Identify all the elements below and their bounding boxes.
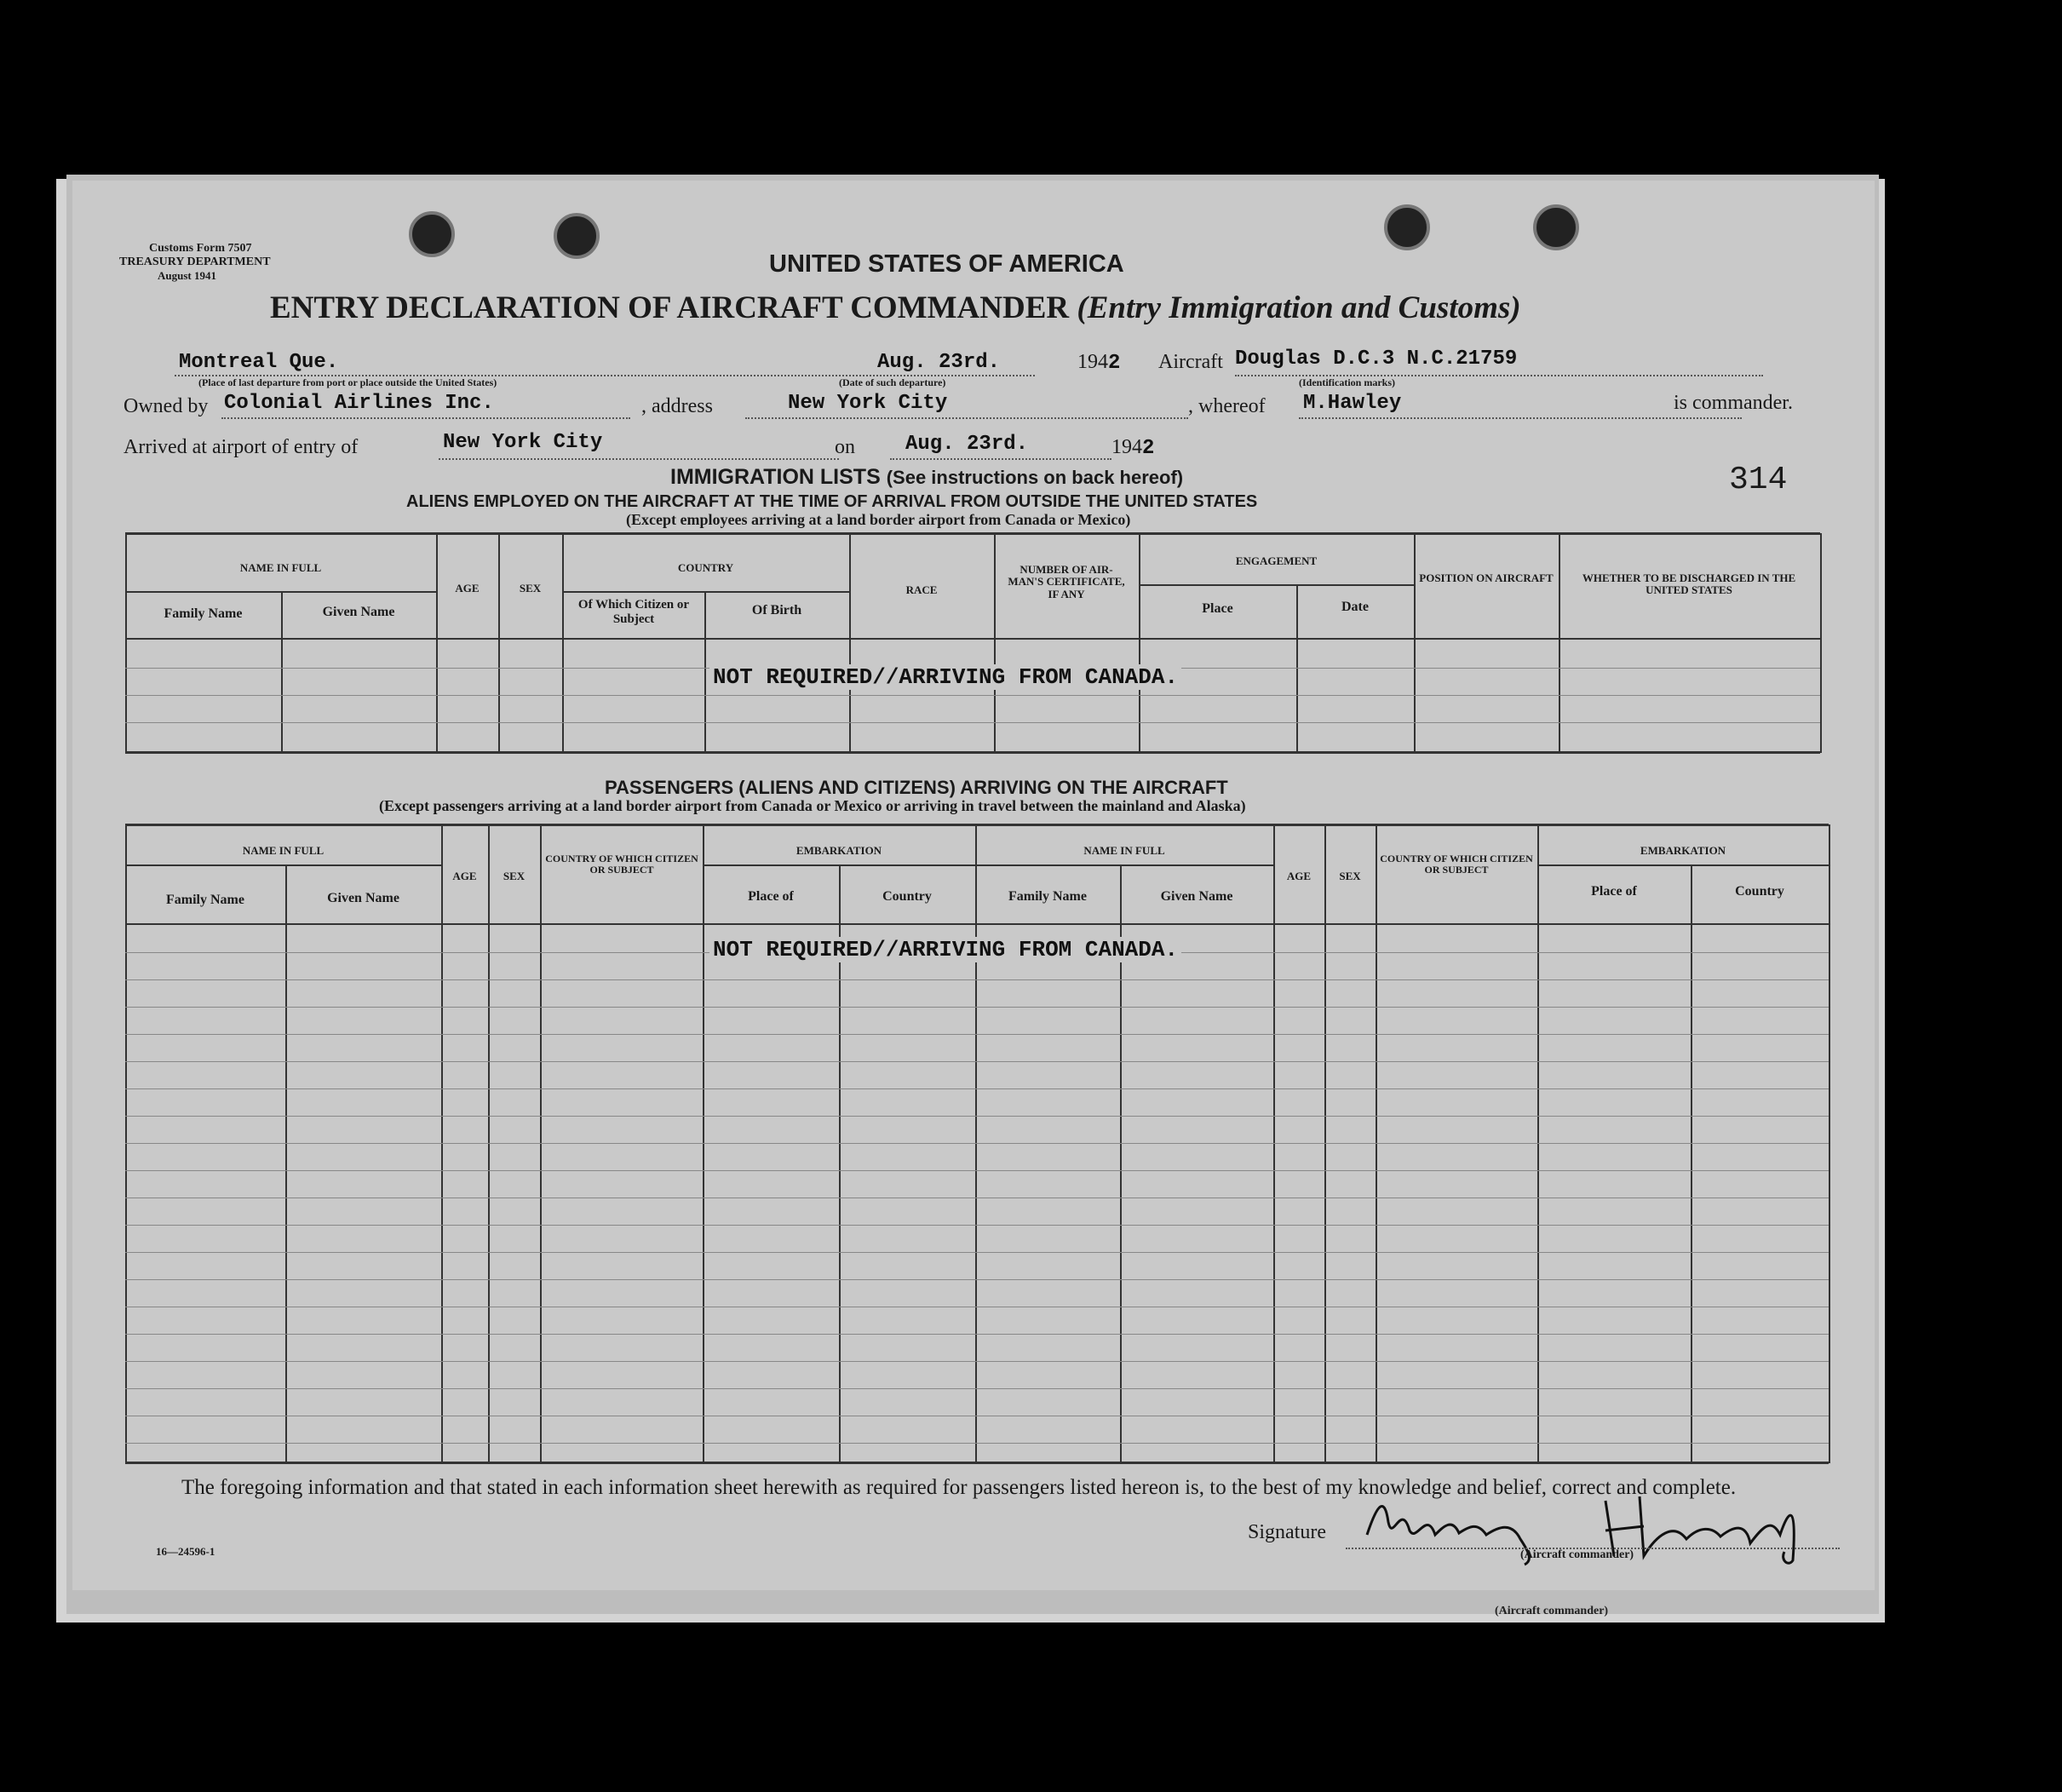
owner[interactable]: Colonial Airlines Inc. [224,392,494,415]
table2-row-line [125,1170,1829,1171]
col-given-name: Given Name [322,605,395,619]
signature-caption-underlying: (Aircraft commander) [1495,1605,1609,1617]
table2-row-line [125,1279,1829,1280]
form-number: Customs Form 7507 [149,242,252,255]
table1-subheader-rule [1139,584,1414,586]
table2-row-line [125,1061,1829,1062]
arrival-date[interactable]: Aug. 23rd. [905,433,1029,456]
passenger-col-embarkation: EMBARKATION [796,844,882,857]
punch-hole [1533,204,1579,250]
col-position: POSITION ON AIRCRAFT [1419,571,1554,584]
col-race: RACE [905,583,938,596]
col-date: Date [1341,600,1369,614]
department: TREASURY DEPARTMENT [119,256,271,268]
on-label: on [835,436,855,458]
table2-col-divider [1376,824,1377,1463]
col-country: COUNTRY [677,561,734,574]
col-birth: Of Birth [751,603,802,617]
punch-hole [1384,204,1430,250]
form-title [270,290,1521,326]
passenger-col-name-in-full-2: NAME IN FULL [1083,844,1165,857]
table2-col-divider [1829,824,1830,1463]
page-number: 314 [1729,462,1788,498]
table2-row-line [125,1361,1829,1362]
passenger-col-family-name-2: Family Name [1008,889,1087,904]
signature-caption: (Aircraft commander) [1520,1548,1634,1561]
passenger-col-age: AGE [452,870,477,882]
table1-col-divider [994,533,996,753]
table1-top-rule [125,532,1820,535]
departure-year [1077,351,1120,375]
passenger-col-given-name: Given Name [327,891,399,905]
table2-col-divider [1324,824,1326,1463]
table2-row-line [125,1225,1829,1226]
departure-year-digit[interactable]: 2 [1108,352,1121,375]
passengers-not-required-stamp: NOT REQUIRED//ARRIVING FROM CANADA. [709,937,1181,962]
col-citizen: Of Which Citizen or Subject [577,598,690,626]
table1-col-divider [498,533,500,753]
arrival-year [1111,436,1154,460]
table2-col-divider [441,824,443,1463]
table2-col-divider [488,824,490,1463]
table1-col-divider [849,533,851,753]
col-family-name: Family Name [164,606,243,621]
country-heading: UNITED STATES OF AMERICA [769,250,1124,278]
table2-col-divider [1537,824,1539,1463]
arrival-year-digit[interactable]: 2 [1142,437,1155,460]
passenger-col-place-of-2: Place of [1591,884,1637,899]
owner-line [221,417,630,419]
table1-header-rule [125,638,1820,640]
table2-row-line [125,1116,1829,1117]
table2-row-line [125,1443,1829,1444]
table2-col-divider [975,824,977,1463]
departure-place[interactable]: Montreal Que. [179,351,339,374]
table2-col-divider [125,824,127,1463]
arrival-airport-line [439,458,839,460]
punch-hole [409,211,455,257]
col-certificate: NUMBER OF AIR-MAN'S CERTIFICATE, IF ANY [1008,563,1125,600]
table2-subheader-rule [975,864,1273,866]
aircraft-caption: (Identification marks) [1299,376,1395,388]
immigration-not-required-stamp: NOT REQUIRED//ARRIVING FROM CANADA. [709,664,1181,690]
passengers-heading: PASSENGERS (ALIENS AND CITIZENS) ARRIVING ON THE AIRCRAFT [605,777,1228,798]
table1-row-line [125,695,1820,696]
form-title-text: ENTRY DECLARATION OF AIRCRAFT COMMANDER [270,290,1070,325]
passenger-col-place-of: Place of [748,889,794,904]
table1-col-divider [1820,533,1822,753]
aircraft-id[interactable]: Douglas D.C.3 N.C.21759 [1235,347,1518,370]
table1-col-divider [1559,533,1560,753]
punch-hole [554,213,600,259]
table2-col-divider [703,824,704,1463]
table1-col-divider [1414,533,1416,753]
arrival-airport[interactable]: New York City [443,431,603,454]
table2-row-line [125,1034,1829,1035]
passenger-col-age-2: AGE [1286,870,1312,882]
col-age: AGE [455,582,480,594]
form-date: August 1941 [158,269,216,282]
departure-date-caption: (Date of such departure) [839,376,946,388]
col-sex: SEX [519,582,542,594]
passenger-col-sex: SEX [503,870,526,882]
table2-row-line [125,1088,1829,1089]
address-line [745,417,1188,419]
immigration-subheading: ALIENS EMPLOYED ON THE AIRCRAFT AT THE TIME OF ARRIVAL FROM OUTSIDE THE UNITED STATES [406,492,1258,511]
aircraft-label: Aircraft [1158,351,1223,373]
passenger-col-country: Country [882,889,932,904]
signature-label: Signature [1248,1521,1326,1543]
commander-suffix: is commander. [1674,392,1793,414]
table2-col-divider [285,866,287,1463]
col-discharged: WHETHER TO BE DISCHARGED IN THE UNITED STATES [1582,571,1796,597]
year-prefix: 194 [1077,351,1108,373]
table2-row-line [125,979,1829,980]
table1-col-divider [436,533,438,753]
departure-place-caption: (Place of last departure from port or place outside the United States) [198,376,497,388]
passenger-col-country-2: Country [1735,884,1784,899]
passenger-col-citizen-2: COUNTRY OF WHICH CITIZEN OR SUBJECT [1380,853,1533,876]
table2-subheader-rule [125,864,441,866]
departure-date[interactable]: Aug. 23rd. [877,351,1001,374]
table2-col-divider [540,824,542,1463]
passenger-col-sex-2: SEX [1339,870,1361,882]
table2-col-divider [1691,866,1692,1463]
commander[interactable]: M.Hawley [1303,392,1402,415]
table2-top-rule [125,824,1829,826]
print-code: 16—24596-1 [156,1545,215,1558]
address-label: , address [641,395,713,417]
immigration-subheading-note: (Except employees arriving at a land border airport from Canada or Mexico) [626,511,1131,528]
certification-statement: The foregoing information and that stated in each information sheet herewith as required for passengers listed hereon is, to the best of my knowledge and belief, correct and complete. [181,1476,1737,1499]
passenger-col-citizen: COUNTRY OF WHICH CITIZEN OR SUBJECT [545,853,698,876]
year-prefix: 194 [1111,436,1142,458]
immigration-heading [670,465,1183,490]
immigration-heading-note: (See instructions on back hereof) [886,467,1184,488]
passengers-subheading: (Except passengers arriving at a land border airport from Canada or Mexico or arriving in travel between the mainland and Alaska) [379,797,1246,814]
table2-subheader-rule [703,864,975,866]
commander-line [1299,417,1742,419]
owned-by-label: Owned by [123,395,209,417]
table2-row-line [125,1007,1829,1008]
table2-row-line [125,1252,1829,1253]
col-engagement: ENGAGEMENT [1235,554,1318,567]
immigration-heading-text: IMMIGRATION LISTS [670,465,881,489]
arrived-label: Arrived at airport of entry of [123,436,359,458]
col-name-in-full: NAME IN FULL [239,561,322,574]
table1-bottom-rule [125,751,1820,754]
col-place: Place [1202,601,1233,616]
table2-bottom-rule [125,1462,1829,1464]
table1-subheader-rule [562,591,849,593]
table2-col-divider [1273,824,1275,1463]
passenger-col-embarkation-2: EMBARKATION [1640,844,1726,857]
address[interactable]: New York City [788,392,948,415]
table1-subheader-rule [125,591,436,593]
form-subtitle: (Entry Immigration and Customs) [1077,290,1521,325]
form-sheet [72,181,1875,1590]
table1-row-line [125,722,1820,723]
arrival-date-line [890,458,1111,460]
passenger-col-family-name: Family Name [166,893,244,907]
table2-subheader-rule [1537,864,1829,866]
table2-row-line [125,1388,1829,1389]
whereof-label: , whereof [1188,395,1266,417]
passenger-col-given-name-2: Given Name [1160,889,1233,904]
passenger-col-name-in-full: NAME IN FULL [242,844,325,857]
table2-row-line [125,1334,1829,1335]
table2-row-line [125,1143,1829,1144]
table2-header-rule [125,923,1829,925]
